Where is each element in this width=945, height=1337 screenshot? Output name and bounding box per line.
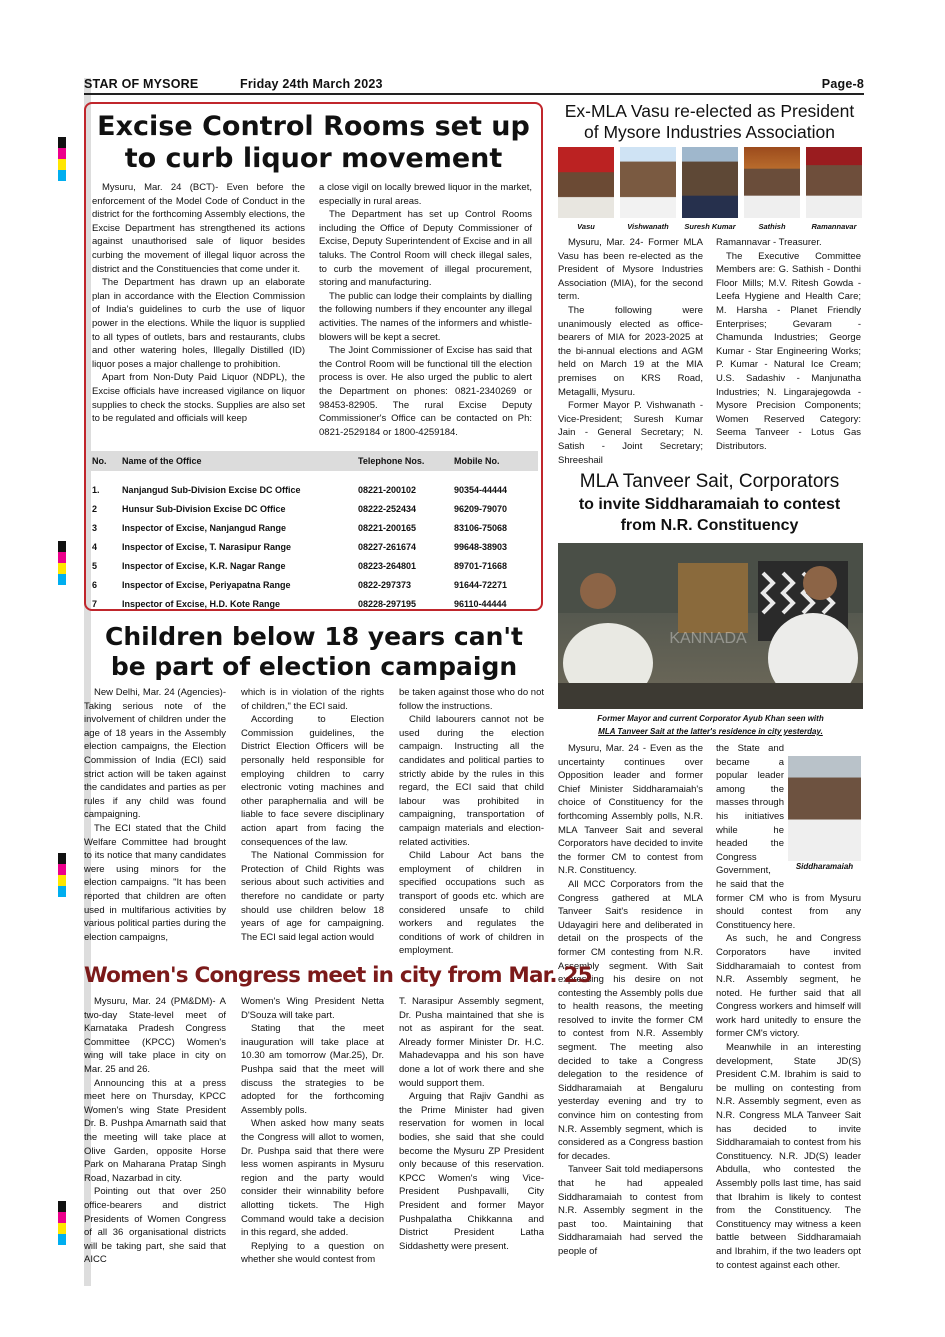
paragraph: Child labourers cannot not be used during the election campaign. Instructing all the candidates and political parties to strictly abide by the rules in this regard, the ECI said that child labour was prohibited in campaigning, transportation of campaign materials and election-related activities.: [399, 714, 544, 848]
children-headline: [84, 622, 544, 682]
paragraph: Arguing that Rajiv Gandhi as the Prime Minister had given reservation for women in local bodies, she said that she could become the Mysuru ZP President only because of this reservation. KPCC Women's wing Vice-President Pushpavalli, City President and former Mayor Pushpalatha Chikkanna and District President Latha Siddashetty were present.: [399, 1091, 544, 1252]
inset-caption: Siddharamaiah: [795, 862, 854, 871]
paragraph: Meanwhile in an interesting development, State JD(S) President C.M. Ibrahim is said to be mulling on contesting from N.R. Assembly segment, even as N.R. Congress MLA Tanveer Sait has decided to invite Siddharamaiah to contest from his Constituency. N.R. JD(S) leader Abdulla, who contested the Assembly polls last time, has said that Ibrahim is likely to contest from the Constituency. The Constituency may witness a keen battle between Siddharamaiah and Ibrahim, if the two leaders opt to contest against each other.: [716, 1042, 861, 1271]
women-headline: Women's Congress meet in city from Mar. 25: [84, 963, 592, 988]
excise-headline: [92, 111, 535, 175]
cell: 96110-44444: [454, 598, 507, 609]
paragraph: Women's Wing President Netta D'Souza will take part.: [241, 996, 384, 1021]
cell: Inspector of Excise, T. Narasipur Range: [122, 541, 292, 552]
paragraph: According to Election Commission guidelines, the District Election Officers will be personally held responsible for employing children to carry electronic voting machines and other paraphernalia and will be liable to face severe disciplinary action apart from facing the consequences of the law.: [241, 714, 384, 848]
inset-photo-wrap: [788, 756, 861, 876]
paragraph: Announcing this at a press meet here on Thursday, KPCC Women's wing State President Dr. B. Pushpa Amarnath said that the meeting will take place at Olive Garden, opposite Horse Park on Maharana Pratap Singh Road, Nazarbad in city.: [84, 1077, 226, 1184]
page-number: Page-8: [821, 77, 864, 91]
paragraph: The Department has set up Control Rooms including the Office of Deputy Commissioner of Excise, Deputy Superintendent of Excise and in all taluks. The Control Room will check illegal sales, to curb the movement of illegal procurement, storing and manufacturing.: [319, 209, 532, 289]
cell: 4: [92, 541, 98, 552]
issue-date: Friday 24th March 2023: [240, 77, 383, 91]
paragraph: The National Commission for Protection of Child Rights was serious about such activities and therefore no candidate or party should use children below 18 years of age for campaigning. The ECI said legal action would: [241, 850, 384, 943]
paragraph: All MCC Corporators from the Congress gathered at MLA Tanveer Sait's residence in Udayagiri here and deliberated in detail on the prospects of the former CM contesting from N.R. Assembly segment. With Sait expressing his desire on not contesting the Assembly polls due to health reasons, the meeting resolved to invite the former CM to contest from N.R. Assembly segment. The meeting also decided to take a Congress delegation to the residence of Siddharamaiah at Bengaluru yesterday evening and try to convince him on contesting from N.R. Assembly segment, which is considered as a Congress bastion for decades.: [558, 878, 703, 1162]
paragraph: As such, he and Congress Corporators have invited Siddharamaiah to contest from N.R. Assembly segment, he noted. He further said that all Congress workers and himself will work hard unitedly to ensure the former CM's victory.: [716, 933, 861, 1040]
table-row: [88, 480, 538, 499]
paragraph: New Delhi, Mar. 24 (Agencies)- Taking serious note of the involvement of children under the age of 18 years in the Assembly election campaigns, the Election Commission of India (ECI) said strict action will be taken against the candidates and parties as per rules if any child was found campaigning.: [84, 687, 226, 821]
siddharamaiah-photo: [788, 756, 861, 861]
paragraph: Mysuru, Mar. 24 - Even as the uncertainty continues over Opposition leader and former Chief Minister Siddharamaiah's choice of Constituency for the forthcoming Assembly polls, N.R. MLA Tanveer Sait and several Corporators have decided to invite the former CM to contest from N.R. Constituency.: [558, 743, 703, 877]
cell: 1.: [92, 484, 100, 495]
cell: 89701-71668: [454, 560, 508, 571]
women-column-3: [399, 995, 544, 1253]
vasu-headline: [553, 101, 866, 143]
cell: 99648-38903: [454, 541, 508, 552]
paragraph: be taken against those who do not follow the instructions.: [399, 687, 544, 712]
table-row: [88, 499, 538, 518]
paragraph: Mysuru, Mar. 24- Former MLA Vasu has been re-elected as the President of Mysore Industries Association (MIA), for the second term.: [558, 237, 703, 303]
cell: 91644-72271: [454, 579, 508, 590]
children-column-3: [399, 686, 544, 958]
caption-line: Former Mayor and current Corporator Ayub Khan seen with: [597, 714, 824, 723]
tanveer-column-1: [558, 742, 703, 1259]
paragraph: The public can lodge their complaints by dialling the following numbers if they encounter any illegal activities. The names of the informers and whistle-blowers will be kept a secret.: [319, 290, 532, 343]
paragraph: Mysuru, Mar. 24 (BCT)- Even before the enforcement of the Model Code of Conduct in the district for the forthcoming Assembly elections, the Excise Department has strengthened its actions against unauthorised sale of liquor besides curbing the movement of illegal liquor across the district and the Constituencies that come under it.: [92, 182, 305, 275]
paragraph: a close vigil on locally brewed liquor in the market, especially in rural areas.: [319, 182, 532, 207]
cell: 08223-264801: [358, 560, 417, 571]
tanveer-headline-line1: MLA Tanveer Sait, Corporators: [579, 471, 840, 492]
paragraph: Mysuru, Mar. 24 (PM&DM)- A two-day State-level meet of Karnataka Pradesh Congress Committee (KPCC) Women's wing will take place in city on Mar. 25 and 26.: [84, 996, 226, 1075]
meeting-photo-scene: [558, 543, 863, 709]
paragraph: T. Narasipur Assembly segment, Dr. Pusha maintained that she is not as aspirant for the seat. Already former Minister Dr. H.C. Mahadevappa and his son have done a lot of work there and she would support them.: [399, 996, 544, 1089]
cell: 08221-200102: [358, 484, 417, 495]
table-row: [88, 594, 538, 613]
paragraph: Tanveer Sait told mediapersons that he had appealed Siddharamaiah to contest from N.R. Assembly segment in the past too. Maintaining that Siddharamaiah had served the people of: [558, 1164, 703, 1257]
portrait-photo: [682, 147, 738, 218]
tanveer-headline-line3: from N.R. Constituency: [620, 517, 799, 534]
paragraph: Ramannavar - Treasurer.: [716, 237, 822, 248]
portrait-caption: Sathish: [758, 222, 786, 231]
tanveer-headline-line2: to invite Siddharamaiah to contest: [578, 496, 841, 513]
portrait-photo: [620, 147, 676, 218]
cell: 5: [92, 560, 98, 571]
col-header: Name of the Office: [118, 451, 354, 471]
meeting-photo: [558, 543, 863, 709]
cell: Nanjangud Sub-Division Excise DC Office: [122, 484, 301, 495]
paper-name: STAR OF MYSORE: [84, 77, 199, 91]
cell: Hunsur Sub-Division Excise DC Office: [122, 503, 286, 514]
excise-column-2: [319, 181, 532, 439]
cell: Inspector of Excise, Nanjangud Range: [122, 522, 287, 533]
paragraph: Replying to a question on whether she would contest from: [241, 1240, 384, 1266]
cell: 08227-261674: [358, 541, 417, 552]
cell: 90354-44444: [454, 484, 508, 495]
page-header: [84, 77, 864, 95]
paragraph: which is in violation of the rights of children," the ECI said.: [241, 687, 384, 712]
photo-watermark: KANNADA: [669, 630, 747, 647]
table-row: [88, 537, 538, 556]
tanveer-headline: [553, 470, 866, 536]
table-header-row: [88, 451, 538, 471]
cell: 2: [92, 503, 98, 514]
portrait-caption: Suresh Kumar: [684, 222, 736, 231]
vasu-column-1: [558, 236, 703, 467]
children-column-1: [84, 686, 226, 944]
cell: 96209-79070: [454, 503, 508, 514]
col-header: No.: [88, 451, 118, 471]
paragraph: Stating that the meet inauguration will take place at 10.30 am tomorrow (Mar.25), Dr. Pushpa said that the meet will discuss the strategies to be adopted for the forthcoming Assembly polls.: [241, 1023, 384, 1116]
paragraph: The Department has drawn up an elaborate plan in accordance with the Election Commission of India's guidelines to curb the use of liquor power in the elections. While the liquor is supplied to all types of outlets, bars and restaurants, clubs and other watering holes, Illegally Distilled (ID) liquor poses a major challenge to prohibition.: [92, 277, 305, 370]
paragraph: The following were unanimously elected as office-bearers of MIA for 2023-2025 at the bi-annual elections and AGM held on March 19 at the MIA premises on KRS Road, Metagalli, Mysuru.: [558, 304, 703, 398]
children-column-2: [241, 686, 384, 944]
paragraph: the State and became a popular leader among the masses through his initiatives while he headed the Congress Government, he said that the former CM who is from Mysuru should contest from any Constituency here.: [716, 743, 861, 931]
cell: 3: [92, 522, 98, 533]
portrait-photo: [558, 147, 614, 218]
excise-headline-line2: to curb liquor movement: [124, 143, 503, 174]
paragraph: The ECI stated that the Child Welfare Committee had brought to its notice that many candidates were using minors for the election campaigns. "It has been reported that children are often used in multifarious activities by various political parties during the election campaigns,: [84, 822, 226, 943]
cell: Inspector of Excise, H.D. Kote Range: [122, 598, 281, 609]
cell: 08228-297195: [358, 598, 417, 609]
table-row: [88, 556, 538, 575]
portrait-caption: Vasu: [577, 222, 595, 231]
cell: 0822-297373: [358, 579, 412, 590]
excise-headline-line1: Excise Control Rooms set up: [97, 111, 530, 142]
cell: 6: [92, 579, 98, 590]
vasu-headline-line2: of Mysore Industries Association: [584, 122, 835, 142]
portrait-photo: [806, 147, 862, 218]
paragraph: Pointing out that over 250 office-bearers and district Presidents of Women Congress of all 36 organisational districts will be taking part, she said that AICC: [84, 1186, 226, 1266]
cell: Inspector of Excise, Periyapatna Range: [122, 579, 291, 590]
women-column-2: [241, 995, 384, 1267]
paragraph: The Joint Commissioner of Excise has said that the Control Room will be functional till the election process is over. He also urged the public to alert the Department on phones: 0821-2340269 or 98453-82905. The rural Excise Deputy Commissioner's Office can be contacted on Ph: 0821-2529184 or 1800-4259184.: [319, 345, 532, 438]
cell: Inspector of Excise, K.R. Nagar Range: [122, 560, 286, 571]
tanveer-column-2: [716, 742, 861, 1272]
paragraph: Former Mayor P. Vishwanath - Vice-President; Suresh Kumar Jain - General Secretary; N. Satish - Joint Secretary; Shreeshail: [558, 400, 703, 466]
paragraph: Apart from Non-Duty Paid Liquor (NDPL), the Excise officials have increased vigilance on liquor supplies to check the stocks. Supplies are also set to be regulated and officials will keep: [92, 372, 305, 425]
children-headline-line2: be part of election campaign: [110, 652, 518, 681]
caption-line: MLA Tanveer Sait at the latter's residence in city yesterday.: [598, 727, 823, 736]
cell: 7: [92, 598, 98, 609]
portrait-caption: Ramannavar: [811, 222, 857, 231]
meeting-photo-caption: [558, 712, 863, 738]
women-column-1: [84, 995, 226, 1267]
excise-offices-table: [88, 451, 538, 613]
table-row: [88, 575, 538, 594]
paragraph: When asked how many seats the Congress will allot to women, Dr. Pushpa said that there were less women aspirants in Mysuru region and the party would consider their winnability before allotting tickets. The High Command would take a decision in this regard, she added.: [241, 1118, 384, 1239]
children-headline-line1: Children below 18 years can't: [105, 622, 523, 651]
paragraph: Child Labour Act bans the employment of children in specified occupations such as transport of goods etc. which are considered unsafe to child workers and regulates the conditions of work of children in employment.: [399, 850, 544, 957]
paragraph: The Executive Committee Members are: G. Sathish - Donthi Floor Mills; M.V. Ritesh Gowda - Leefa Hygiene and Health Care; M. Harsha - Planet Friendly Enterprises; Gevaram - Chamunda Industries; George Kumar - Star Engineering Works; P. Kumar - Natural Ice Cream; U.S. Sadashiv - Manjunatha Industries; N. Lingarajegowda - Mysore Precision Components; Women Reserved Category: Seema Tanveer - Lotus Gas Distributors.: [716, 250, 861, 452]
col-header: Mobile No.: [450, 451, 538, 471]
excise-column-1: [92, 181, 305, 426]
cell: 83106-75068: [454, 522, 508, 533]
portrait-caption: Vishwanath: [627, 222, 669, 231]
col-header: Telephone Nos.: [354, 451, 450, 471]
table-row: [88, 518, 538, 537]
portrait-photo: [744, 147, 800, 218]
vasu-headline-line1: Ex-MLA Vasu re-elected as President: [564, 101, 855, 121]
cell: 08222-252434: [358, 503, 417, 514]
vasu-column-2: [716, 236, 861, 454]
cell: 08221-200165: [358, 522, 417, 533]
